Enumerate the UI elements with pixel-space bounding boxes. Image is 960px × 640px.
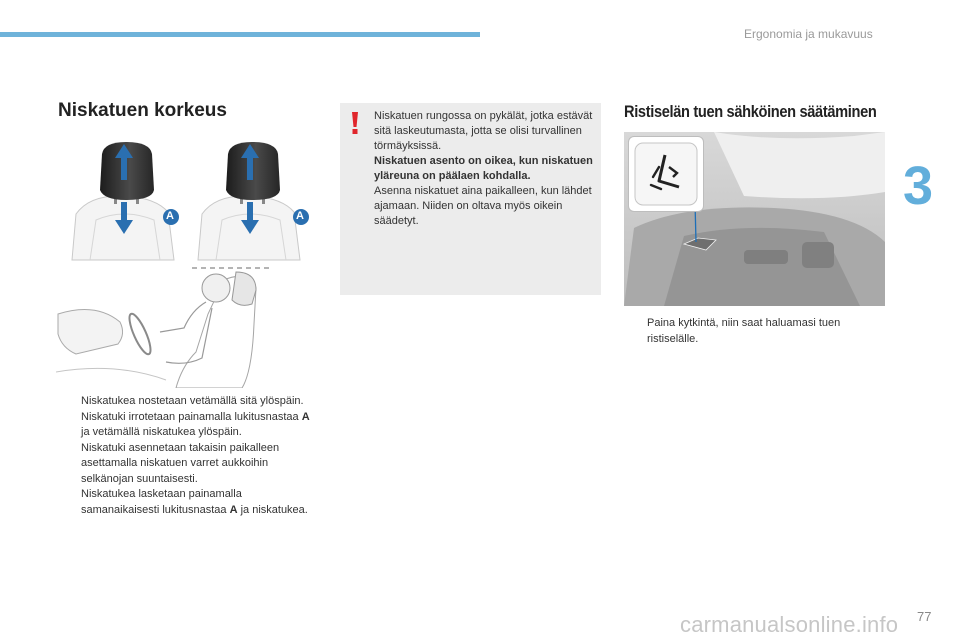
list-item bbox=[626, 316, 866, 347]
list-item-bold-text: A bbox=[229, 503, 238, 516]
lock-button-label-a-2: A bbox=[296, 210, 304, 222]
page-number: 77 bbox=[917, 609, 932, 624]
chapter-header-title: Ergonomia ja mukavuus bbox=[744, 27, 873, 41]
warning-box bbox=[340, 103, 601, 295]
list-item-text: ja niskatukea. bbox=[237, 503, 308, 516]
lumbar-illustration bbox=[624, 132, 885, 306]
lumbar-switch-inset bbox=[628, 136, 704, 212]
list-item bbox=[60, 487, 310, 518]
list-item-text: Niskatuki irrotetaan painamalla lukitusnastaa bbox=[81, 410, 302, 423]
list-item bbox=[60, 410, 310, 441]
list-item-text: ja vetämällä niskatukea ylöspäin. bbox=[81, 426, 242, 438]
warning-paragraph-2: Niskatuen asento on oikea, kun niskatuen yläreuna on päälaen kohdalla. bbox=[374, 155, 593, 182]
list-item-bold-text: A bbox=[301, 410, 310, 423]
headrest-illustration-2 bbox=[194, 140, 306, 264]
header-accent-bar bbox=[0, 32, 480, 37]
exclamation-icon bbox=[349, 111, 361, 135]
headrest-instructions-list bbox=[60, 394, 310, 518]
list-item-text: Paina kytkintä, niin saat haluamasi tuen ristiselälle. bbox=[647, 317, 841, 345]
headrest-illustration-1 bbox=[68, 140, 180, 264]
lock-button-label-a-1: A bbox=[166, 210, 174, 222]
chapter-number: 3 bbox=[903, 156, 934, 216]
lumbar-instructions-list bbox=[626, 316, 866, 347]
driver-seating-illustration bbox=[56, 262, 276, 388]
warning-paragraph-1: Niskatuen rungossa on pykälät, jotka estävät sitä laskeutumasta, jotta se olisi turvallinen törmäyksissä. bbox=[374, 110, 593, 152]
warning-text bbox=[374, 109, 596, 229]
list-item bbox=[60, 441, 310, 488]
warning-paragraph-3: Asenna niskatuet aina paikalleen, kun lähdet ajamaan. Niiden on oltava myös oikein säädetyt. bbox=[374, 185, 592, 227]
watermark: carmanualsonline.info bbox=[680, 612, 899, 637]
list-item-text: Niskatuki asennetaan takaisin paikalleen asettamalla niskatuen varret aukkoihin selkänojan suuntaisesti. bbox=[81, 441, 280, 485]
lumbar-switch-icon bbox=[629, 137, 703, 211]
section-title-headrest-height: Niskatuen korkeus bbox=[58, 100, 227, 121]
section-title-lumbar-support: Ristiselän tuen sähköinen säätäminen bbox=[624, 102, 877, 121]
list-item-text: Niskatukea nostetaan vetämällä sitä ylöspäin. bbox=[81, 395, 304, 407]
list-item-text: Niskatukea lasketaan painamalla samanaikaisesti lukitusnastaa bbox=[81, 488, 242, 516]
list-item bbox=[60, 394, 310, 410]
